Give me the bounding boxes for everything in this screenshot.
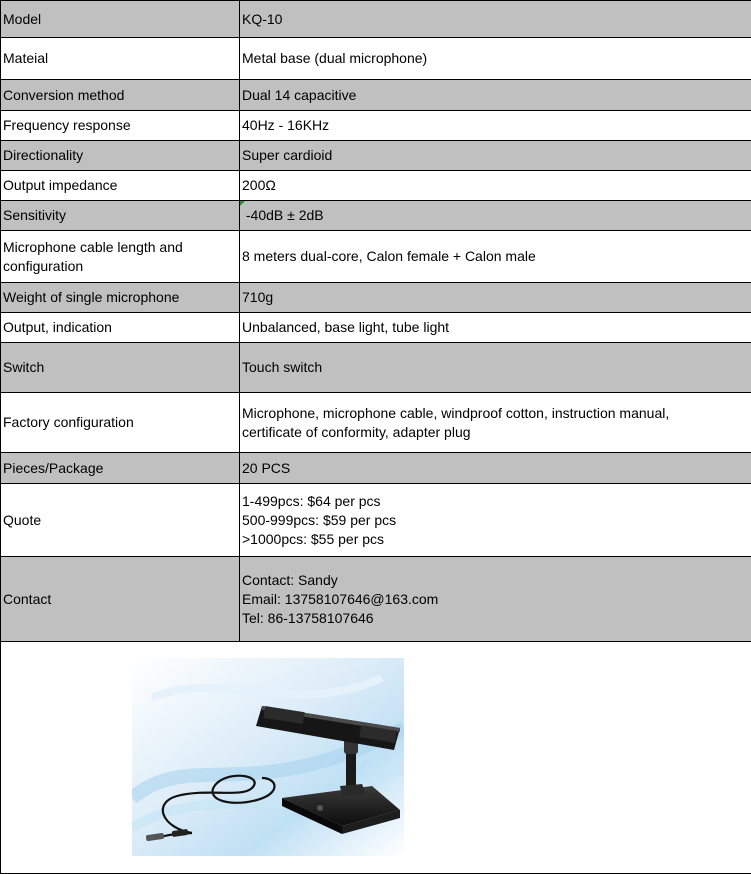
table-row [1,484,751,557]
row-value: 200Ω [240,171,751,201]
row-value: Unbalanced, base light, tube light [240,313,751,343]
row-value: Touch switch [240,343,751,393]
row-label: Factory configuration [1,393,240,453]
row-value: KQ-10 [240,1,751,38]
row-label: Output, indication [1,313,240,343]
table-row [1,201,751,231]
row-value: 20 PCS [240,453,751,484]
table-row [1,171,751,201]
microphone-photo-icon [132,658,404,856]
table-row [1,231,751,283]
table-row [1,1,751,38]
row-value: Metal base (dual microphone) [240,38,751,80]
table-row [1,453,751,484]
row-value: 40Hz - 16KHz [240,111,751,141]
table-row [1,393,751,453]
table-row [1,141,751,171]
row-label: Pieces/Package [1,453,240,484]
product-image [132,658,404,856]
table-row [1,557,751,642]
row-value: Super cardioid [240,141,751,171]
row-label: Weight of single microphone [1,283,240,313]
row-value: -40dB ± 2dB [240,201,751,231]
row-label: Microphone cable length and configuration [1,231,240,283]
row-label: Directionality [1,141,240,171]
table-row [1,38,751,80]
row-label: Output impedance [1,171,240,201]
row-label: Contact [1,557,240,642]
row-value: 1-499pcs: $64 per pcs 500-999pcs: $59 per pcs >1000pcs: $55 per pcs [240,484,751,557]
table-row [1,111,751,141]
row-value: 710g [240,283,751,313]
row-value: Microphone, microphone cable, windproof cotton, instruction manual, certificate of conformity, adapter plug [240,393,751,453]
table-row [1,313,751,343]
row-label: Mateial [1,38,240,80]
row-label: Conversion method [1,80,240,111]
row-value: Dual 14 capacitive [240,80,751,111]
row-label: Switch [1,343,240,393]
row-label: Quote [1,484,240,557]
row-value: Contact: Sandy Email: 13758107646@163.com Tel: 86-13758107646 [240,557,751,642]
cell-comment-marker [240,201,245,206]
row-label: Model [1,1,240,38]
row-value: 8 meters dual-core, Calon female + Calon male [240,231,751,283]
product-image-cell [1,642,751,874]
row-label: Frequency response [1,111,240,141]
table-row [1,283,751,313]
table-row [1,343,751,393]
table-row-image [1,642,751,874]
table-row [1,80,751,111]
row-label: Sensitivity [1,201,240,231]
